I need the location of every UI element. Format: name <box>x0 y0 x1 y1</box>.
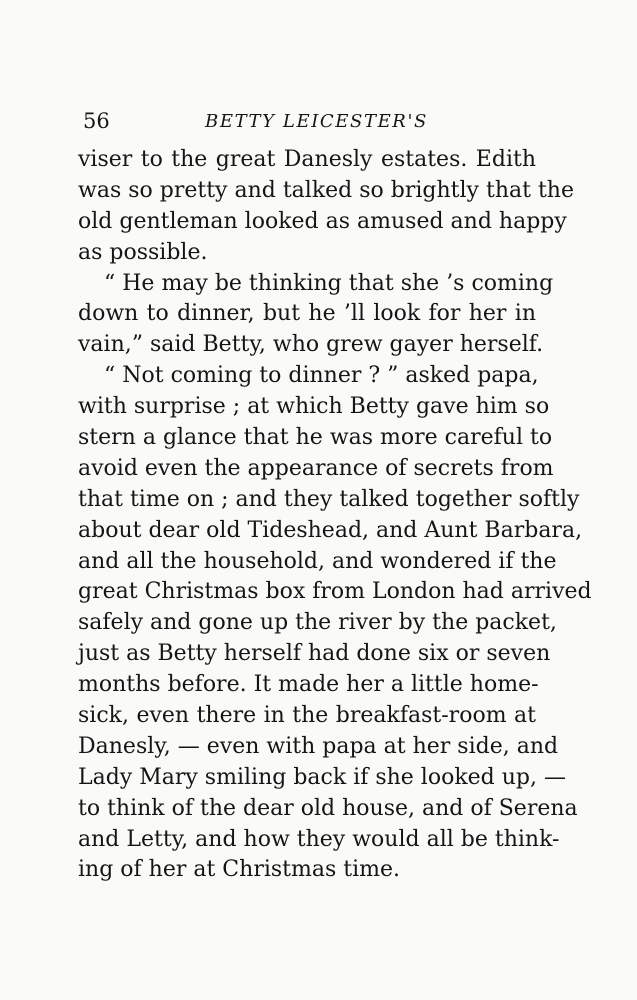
text-line: “ He may be thinking that she ’s coming <box>104 270 554 296</box>
text-line: that time on ; and they talked together softly <box>78 486 580 512</box>
text-line: months before. It made her a little home- <box>78 672 539 698</box>
text-line: to think of the dear old house, and of Serena <box>78 795 578 821</box>
text-line: Danesly, — even with papa at her side, and <box>78 733 559 759</box>
text-line: safely and gone up the river by the packet, <box>78 610 557 636</box>
text-line: was so pretty and talked so brightly that the <box>78 177 574 203</box>
text-line: and all the household, and wondered if the <box>78 548 557 574</box>
text-line: vain,” said Betty, who grew gayer herself. <box>78 332 544 358</box>
text-line: avoid even the appearance of secrets from <box>78 455 554 481</box>
body-text <box>78 145 592 886</box>
text-line: and Letty, and how they would all be think- <box>78 826 560 852</box>
text-line: as possible. <box>78 239 208 265</box>
text-line: Lady Mary smiling back if she looked up, — <box>78 764 566 790</box>
text-line: just as Betty herself had done six or seven <box>78 641 551 667</box>
text-line: down to dinner, but he ’ll look for her in <box>78 301 536 327</box>
text-line: stern a glance that he was more careful to <box>78 425 553 451</box>
text-line: viser to the great Danesly estates. Edith <box>78 147 536 172</box>
text-line: ing of her at Christmas time. <box>78 857 401 883</box>
text-line: about dear old Tideshead, and Aunt Barbara, <box>78 517 583 543</box>
running-title: BETTY LEICESTER'S <box>205 111 428 132</box>
page-number: 56 <box>83 109 110 133</box>
text-line: “ Not coming to dinner ? ” asked papa, <box>104 363 539 389</box>
text-line: old gentleman looked as amused and happy <box>78 208 567 234</box>
text-line: great Christmas box from London had arrived <box>78 579 592 605</box>
text-line: with surprise ; at which Betty gave him so <box>78 394 550 420</box>
page-header <box>83 106 535 140</box>
text-line: sick, even there in the breakfast-room at <box>78 703 536 729</box>
